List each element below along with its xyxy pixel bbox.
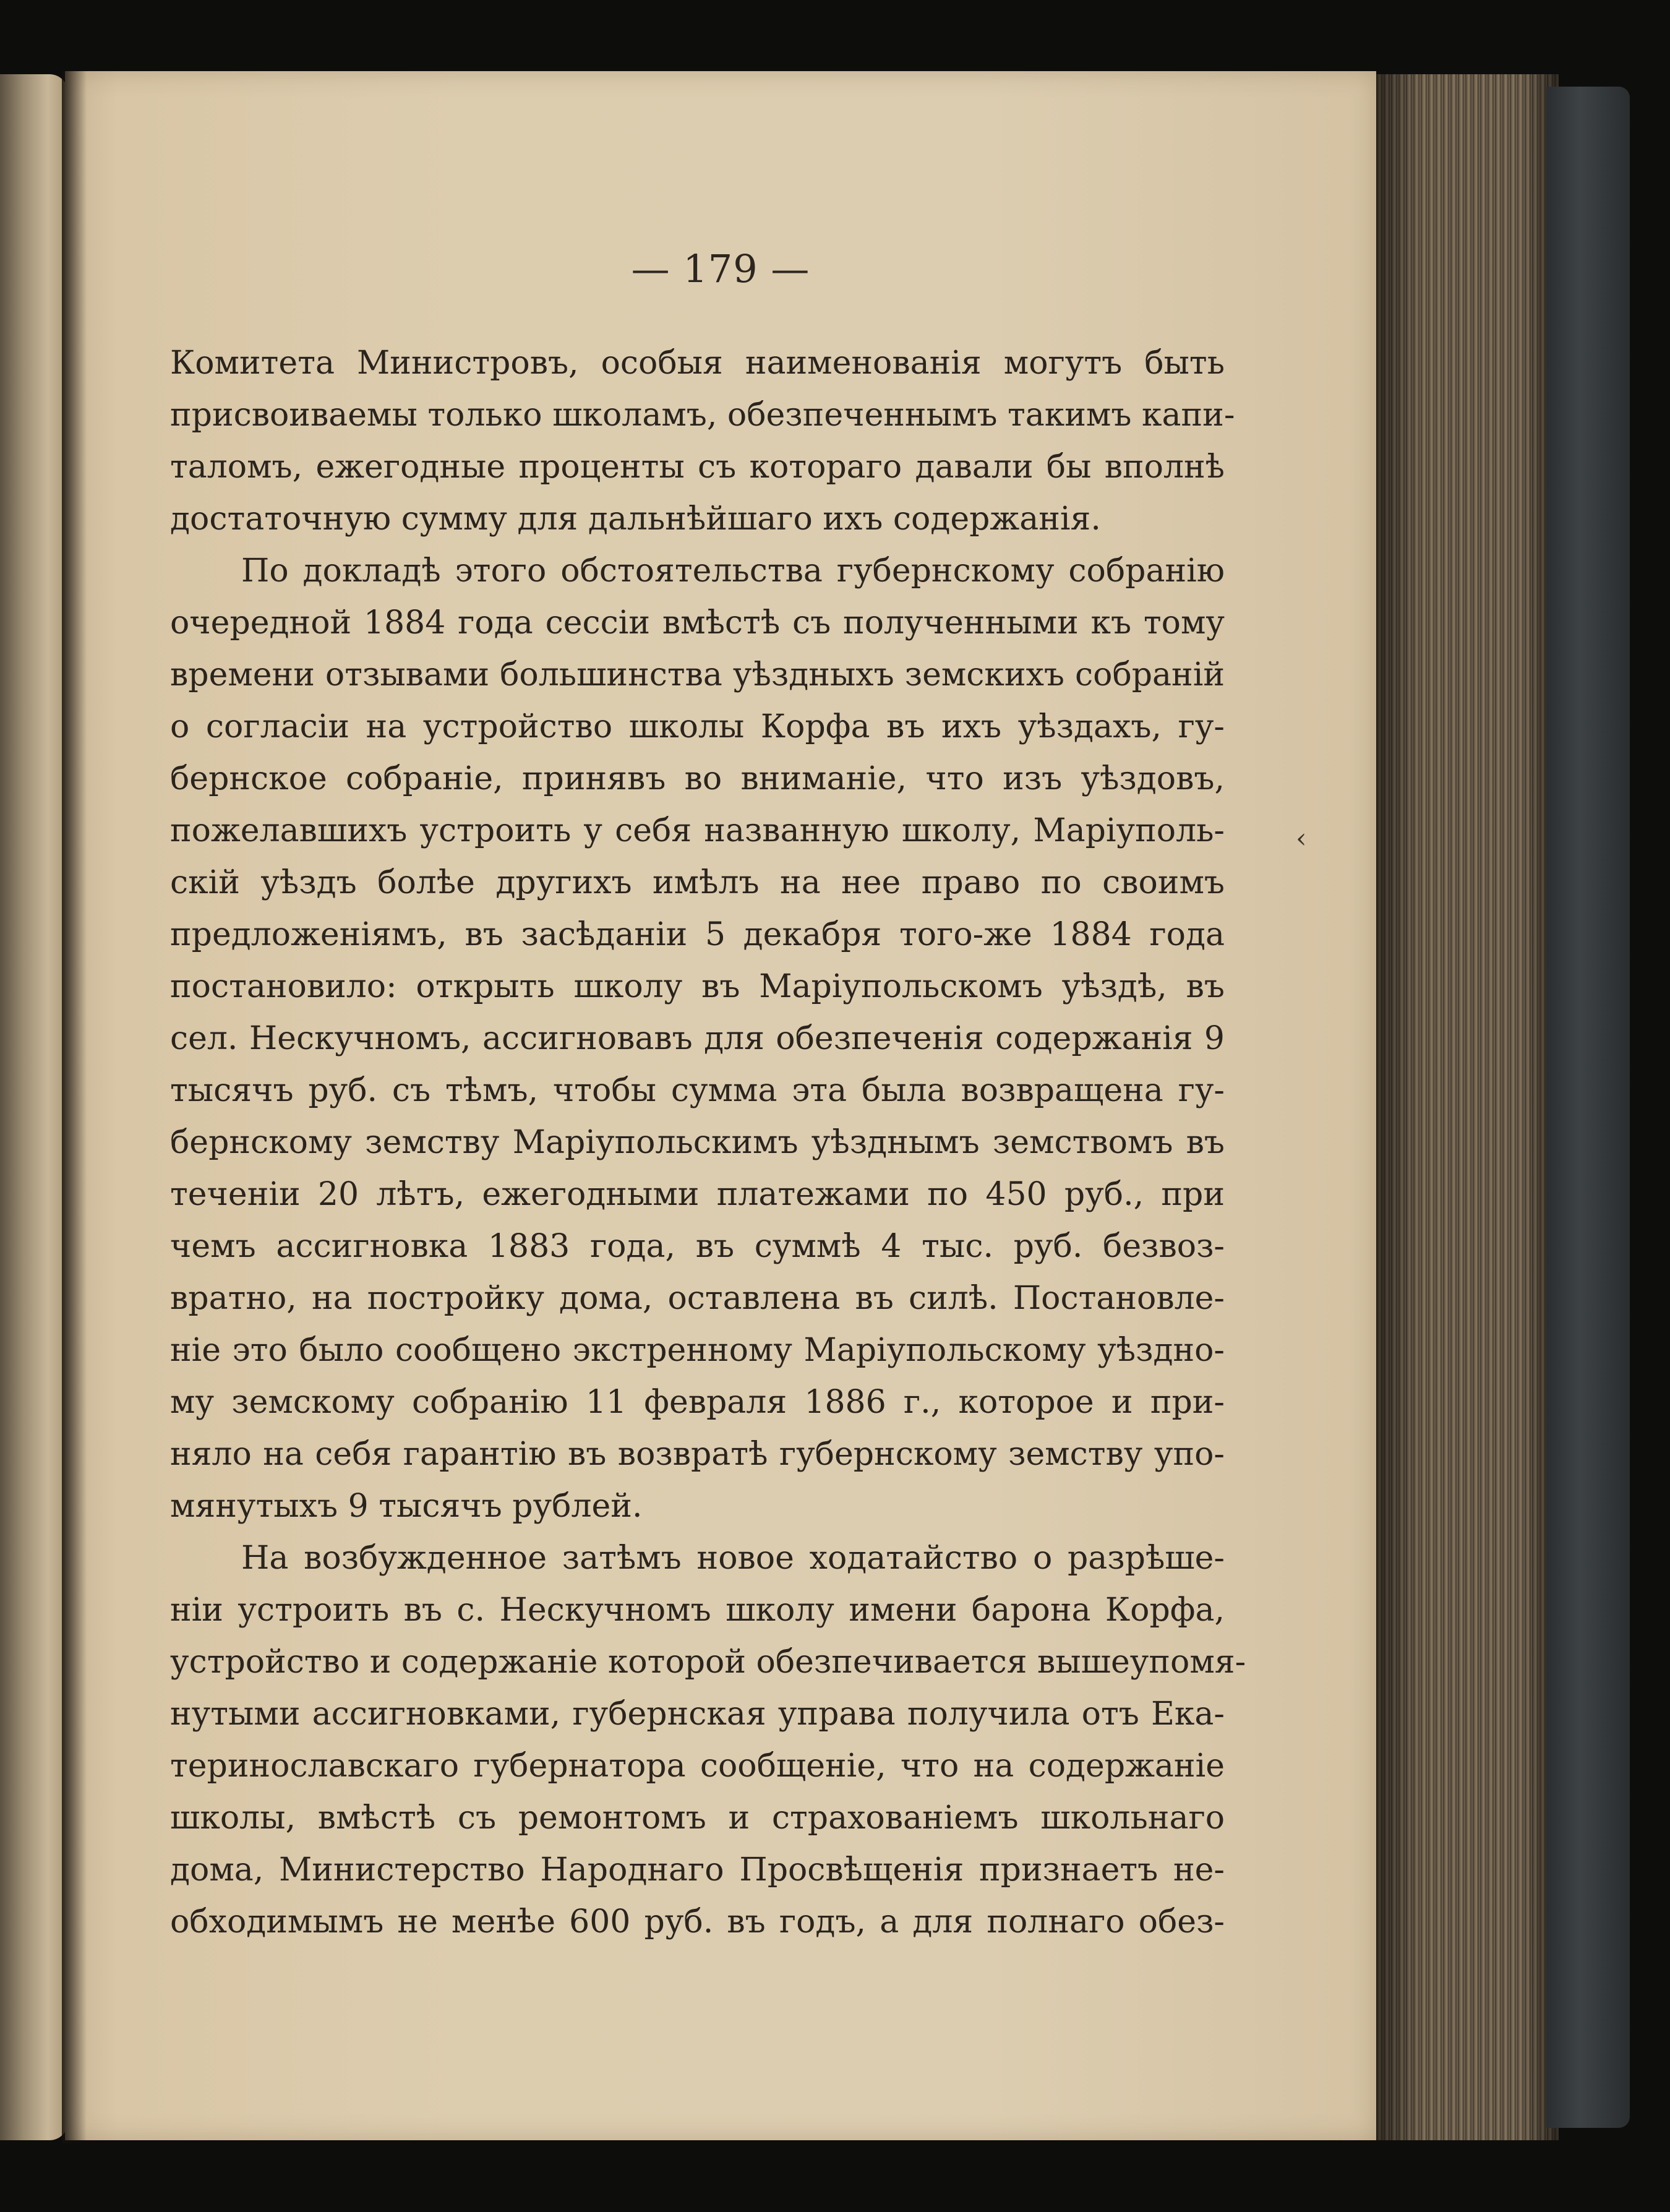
text-line: бернское собраніе, принявъ во вниманіе, что изъ уѣздовъ, xyxy=(170,760,1225,797)
text-line: присвоиваемы только школамъ, обезпеченнымъ такимъ капи- xyxy=(170,397,1235,434)
text-line: обходимымъ не менѣе 600 руб. въ годъ, а для полнаго обез- xyxy=(170,1903,1225,1940)
previous-page-edge xyxy=(0,74,68,2140)
text-line: дома, Министерство Народнаго Просвѣщенія признаетъ не- xyxy=(170,1851,1225,1888)
text-line: постановило: открыть школу въ Маріупольскомъ уѣздѣ, въ xyxy=(170,968,1225,1005)
text-line: По докладѣ этого обстоятельства губернскому собранію xyxy=(241,552,1225,589)
text-line: достаточную сумму для дальнѣйшаго ихъ содержанія. xyxy=(170,500,1101,538)
text-line: мянутыхъ 9 тысячъ рублей. xyxy=(170,1488,643,1525)
text-line: сел. Нескучномъ, ассигновавъ для обезпеченія содержанія 9 xyxy=(170,1020,1225,1057)
text-line: чемъ ассигновка 1883 года, въ суммѣ 4 тыс. руб. безвоз- xyxy=(170,1228,1225,1265)
text-line: пожелавшихъ устроить у себя названную школу, Маріуполь- xyxy=(170,812,1225,849)
gutter-shadow xyxy=(62,71,87,2143)
text-line: скій уѣздъ болѣе другихъ имѣлъ на нее право по своимъ xyxy=(170,864,1225,901)
text-line: вратно, на постройку дома, оставлена въ силѣ. Постановле- xyxy=(170,1280,1225,1317)
text-line: устройство и содержаніе которой обезпечивается вышеупомя- xyxy=(170,1644,1246,1681)
margin-mark: ‹ xyxy=(1296,823,1307,854)
text-line: нутыми ассигновками, губернская управа получила отъ Ека- xyxy=(170,1695,1225,1733)
text-line: школы, вмѣстѣ съ ремонтомъ и страхованіемъ школьнаго xyxy=(170,1799,1225,1837)
paragraph-3 xyxy=(170,1532,1246,1948)
book-cover-edge xyxy=(1546,87,1630,2128)
text-line: ніе это было сообщено экстренному Маріупольскому уѣздно- xyxy=(170,1332,1225,1369)
text-line: времени отзывами большинства уѣздныхъ земскихъ собраній xyxy=(170,656,1225,693)
page-text xyxy=(170,337,1246,1948)
fore-edge-shadow xyxy=(1376,74,1559,2140)
text-line: му земскому собранію 11 февраля 1886 г., которое и при- xyxy=(170,1384,1225,1421)
page-number: — 179 — xyxy=(631,246,810,291)
text-line: очередной 1884 года сессіи вмѣстѣ съ полученными къ тому xyxy=(170,604,1225,641)
text-line: таломъ, ежегодные проценты съ котораго давали бы вполнѣ xyxy=(170,448,1225,486)
text-line: На возбужденное затѣмъ новое ходатайство о разрѣше- xyxy=(241,1540,1225,1577)
book-page xyxy=(65,71,1376,2140)
text-line: теринославскаго губернатора сообщеніе, что на содержаніе xyxy=(170,1747,1225,1785)
paragraph-2 xyxy=(170,545,1225,1532)
text-line: Комитета Министровъ, особыя наименованія могутъ быть xyxy=(170,345,1225,382)
text-line: о согласіи на устройство школы Корфа въ ихъ уѣздахъ, гу- xyxy=(170,708,1225,745)
text-line: ніи устроить въ с. Нескучномъ школу имени барона Корфа, xyxy=(170,1592,1225,1629)
text-line: предложеніямъ, въ засѣданіи 5 декабря того-же 1884 года xyxy=(170,916,1225,953)
text-line: тысячъ руб. съ тѣмъ, чтобы сумма эта была возвращена гу- xyxy=(170,1072,1225,1109)
text-line: теченіи 20 лѣтъ, ежегодными платежами по 450 руб., при xyxy=(170,1176,1225,1213)
paragraph-1 xyxy=(170,337,1235,545)
text-line: бернскому земству Маріупольскимъ уѣзднымъ земствомъ въ xyxy=(170,1124,1225,1161)
text-line: няло на себя гарантію въ возвратѣ губернскому земству упо- xyxy=(170,1436,1225,1473)
